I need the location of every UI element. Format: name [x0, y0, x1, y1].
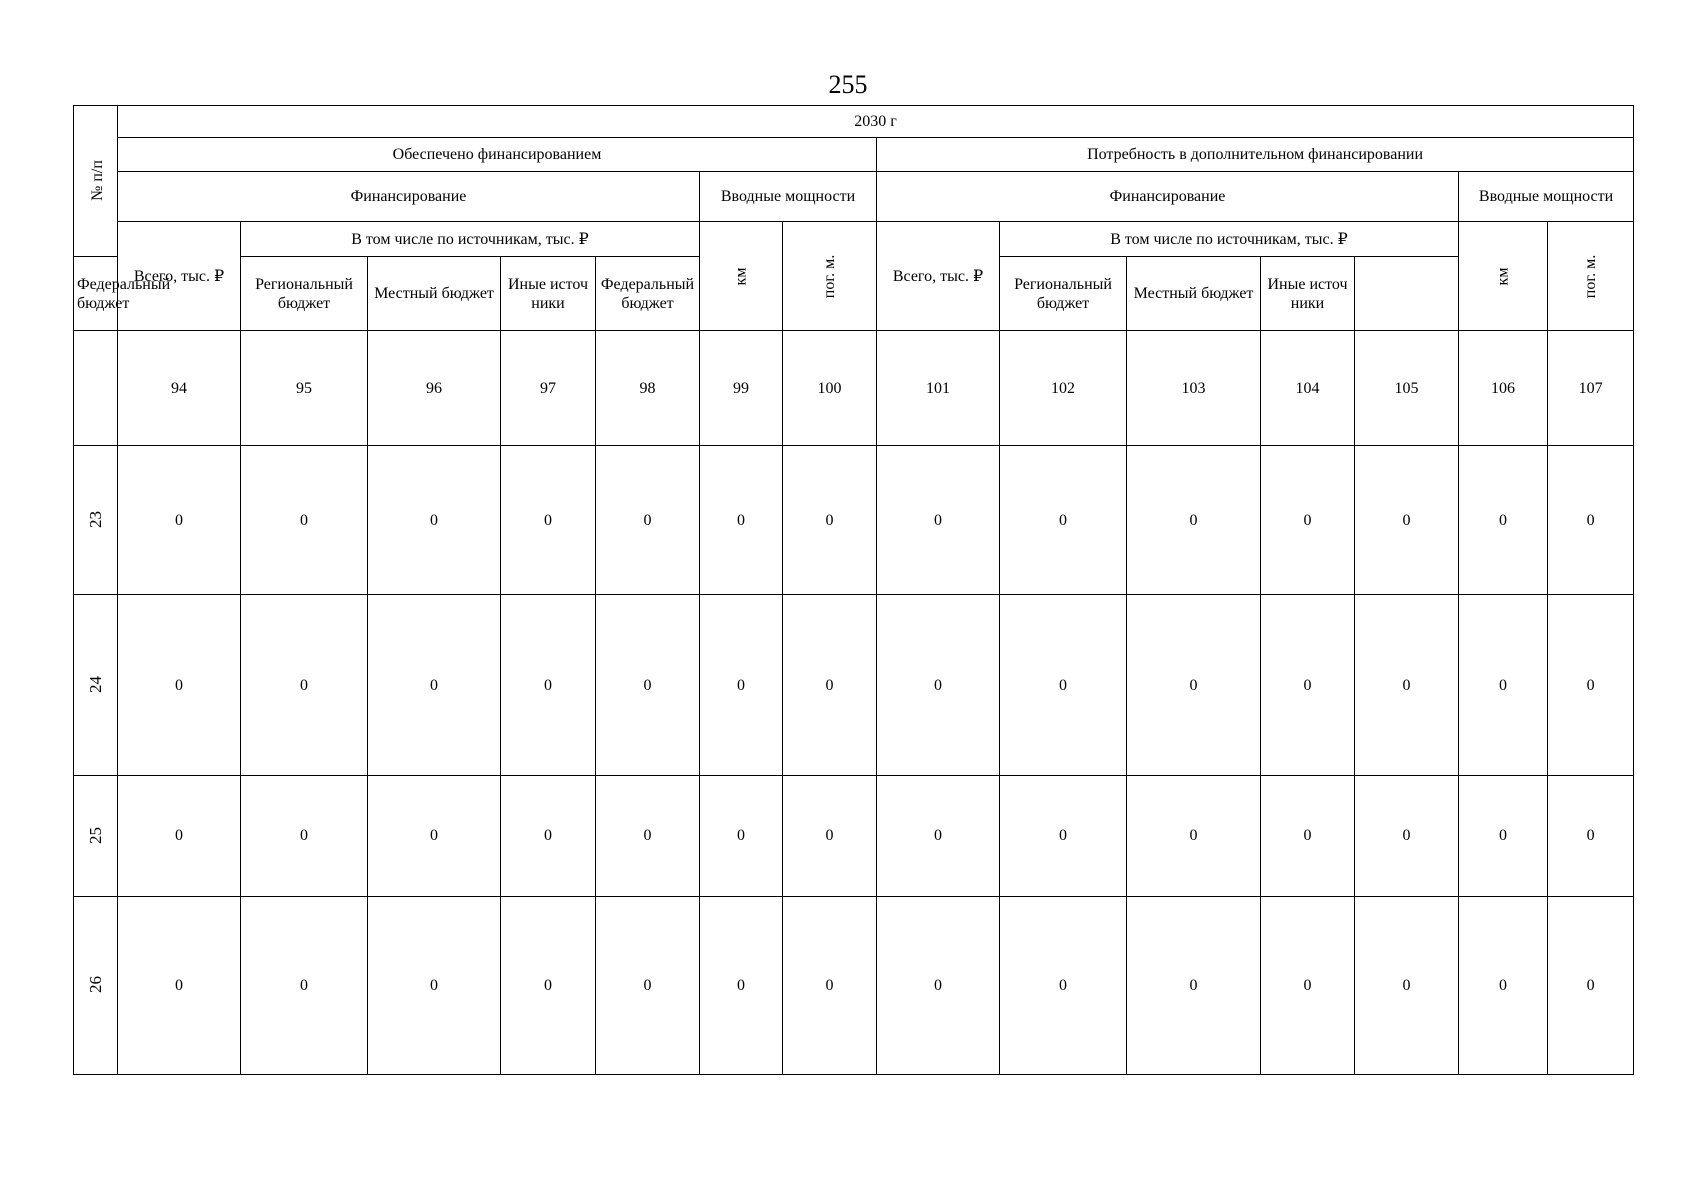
row-number: 26 [74, 896, 118, 1074]
table-cell: 0 [1261, 896, 1355, 1074]
column-number: 106 [1459, 331, 1548, 445]
column-number: 105 [1355, 331, 1459, 445]
need-financing-header: Финансирование [877, 172, 1459, 222]
table-cell: 0 [118, 445, 241, 595]
column-number: 96 [368, 331, 501, 445]
secured-federal-header: Федеральный бюджет [74, 256, 118, 331]
table-cell: 0 [783, 896, 877, 1074]
table-cell: 0 [1459, 896, 1548, 1074]
need-sources-header: В том числе по источникам, тыс. ₽ [1000, 222, 1459, 256]
secured-pogm-header: пог. м. [783, 222, 877, 331]
table-cell: 0 [1355, 896, 1459, 1074]
financing-table [73, 105, 1634, 1075]
column-number: 100 [783, 331, 877, 445]
table-cell: 0 [368, 775, 501, 896]
table-cell: 0 [241, 775, 368, 896]
table-cell: 0 [1000, 445, 1127, 595]
table-cell: 0 [1548, 775, 1634, 896]
table-cell: 0 [783, 445, 877, 595]
secured-total-header: Всего, тыс. ₽ [118, 222, 241, 331]
table-cell: 0 [700, 595, 783, 776]
table-cell: 0 [1261, 445, 1355, 595]
table-cell: 0 [596, 775, 700, 896]
need-group-header: Потребность в дополнительном финансировании [877, 138, 1634, 172]
table-cell: 0 [368, 896, 501, 1074]
table-cell: 0 [501, 595, 596, 776]
table-row [74, 445, 1634, 595]
table-cell: 0 [241, 595, 368, 776]
row-number: 25 [74, 775, 118, 896]
table-cell: 0 [118, 896, 241, 1074]
table-cell: 0 [877, 595, 1000, 776]
table-cell: 0 [877, 775, 1000, 896]
column-number: 104 [1261, 331, 1355, 445]
secured-financing-header: Финансирование [118, 172, 700, 222]
secured-local-header: Местный бюджет [368, 256, 501, 331]
secured-group-header: Обеспечено финансированием [118, 138, 877, 172]
table-cell: 0 [368, 595, 501, 776]
table-cell: 0 [700, 775, 783, 896]
table-cell: 0 [596, 445, 700, 595]
table-cell: 0 [1127, 775, 1261, 896]
table-cell: 0 [1261, 775, 1355, 896]
table-cell: 0 [118, 595, 241, 776]
secured-regional-header: Региональный бюджет [241, 256, 368, 331]
rowno-empty-cell [74, 331, 118, 445]
table-header [74, 106, 1634, 331]
column-number: 97 [501, 331, 596, 445]
table-cell: 0 [1355, 775, 1459, 896]
table-cell: 0 [1548, 896, 1634, 1074]
year-header: 2030 г [118, 106, 1634, 138]
table-cell: 0 [700, 445, 783, 595]
table-cell: 0 [118, 775, 241, 896]
table-row [74, 595, 1634, 776]
column-number: 102 [1000, 331, 1127, 445]
table-cell: 0 [1459, 595, 1548, 776]
table-cell: 0 [241, 896, 368, 1074]
column-number: 101 [877, 331, 1000, 445]
table-cell: 0 [1459, 445, 1548, 595]
column-number: 98 [596, 331, 700, 445]
page-number: 255 [828, 70, 868, 99]
table-cell: 0 [783, 775, 877, 896]
column-number: 94 [118, 331, 241, 445]
column-number-row [74, 331, 1634, 445]
table-cell: 0 [1127, 445, 1261, 595]
table-cell: 0 [1127, 595, 1261, 776]
table-cell: 0 [501, 775, 596, 896]
table-cell: 0 [700, 896, 783, 1074]
table-cell: 0 [877, 445, 1000, 595]
table-cell: 0 [1000, 595, 1127, 776]
secured-km-header: км [700, 222, 783, 331]
table-row [74, 775, 1634, 896]
table-cell: 0 [1355, 445, 1459, 595]
secured-sources-header: В том числе по источникам, тыс. ₽ [241, 222, 700, 256]
table-cell: 0 [1355, 595, 1459, 776]
row-number: 24 [74, 595, 118, 776]
need-capacities-header: Вводные мощности [1459, 172, 1634, 222]
need-pogm-header: пог. м. [1548, 222, 1634, 331]
table-cell: 0 [1261, 595, 1355, 776]
table-cell: 0 [501, 896, 596, 1074]
secured-other-header: Иные источники [501, 256, 596, 331]
table-cell: 0 [596, 595, 700, 776]
table-cell: 0 [1459, 775, 1548, 896]
column-number: 103 [1127, 331, 1261, 445]
table-cell: 0 [783, 595, 877, 776]
need-km-header: км [1459, 222, 1548, 331]
rowno-header: № п/п [74, 106, 118, 257]
table-cell: 0 [1548, 595, 1634, 776]
table-cell: 0 [596, 896, 700, 1074]
column-number: 95 [241, 331, 368, 445]
table-cell: 0 [1000, 775, 1127, 896]
table-cell: 0 [1000, 896, 1127, 1074]
table-cell: 0 [1548, 445, 1634, 595]
need-local-header: Местный бюджет [1127, 256, 1261, 331]
table-cell: 0 [1127, 896, 1261, 1074]
table-body [74, 331, 1634, 1075]
table-cell: 0 [877, 896, 1000, 1074]
column-number: 107 [1548, 331, 1634, 445]
secured-capacities-header: Вводные мощности [700, 172, 877, 222]
row-number: 23 [74, 445, 118, 595]
need-regional-header: Региональный бюджет [1000, 256, 1127, 331]
need-total-header: Всего, тыс. ₽ [877, 222, 1000, 331]
need-federal-header: Федеральный бюджет [596, 256, 700, 331]
table-cell: 0 [241, 445, 368, 595]
table-cell: 0 [368, 445, 501, 595]
column-number: 99 [700, 331, 783, 445]
table-cell: 0 [501, 445, 596, 595]
table-row [74, 896, 1634, 1074]
need-other-header: Иные источники [1261, 256, 1355, 331]
